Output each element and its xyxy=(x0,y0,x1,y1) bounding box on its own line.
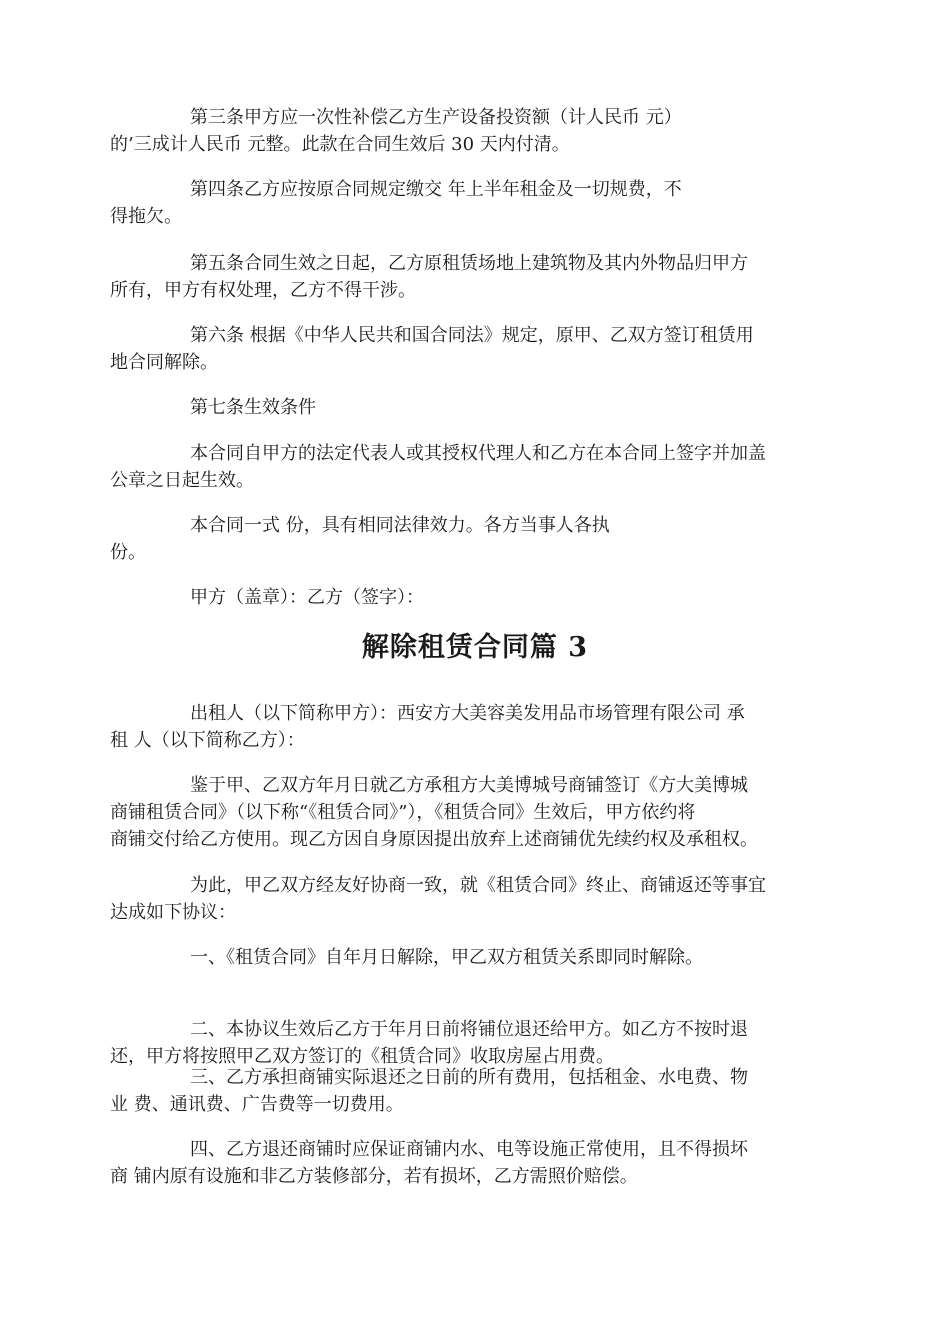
paragraph-line: 一、《租赁合同》自年月日解除，甲乙双方租赁关系即同时解除。 xyxy=(190,947,703,968)
paragraph-article-3 xyxy=(110,104,845,158)
paragraph-line: 租 人（以下简称乙方）： xyxy=(110,730,305,751)
paragraph-line: 商 铺内原有设施和非乙方装修部分，若有损坏，乙方需照价赔偿。 xyxy=(110,1166,638,1187)
paragraph-line: 三、乙方承担商铺实际退还之日前的所有费用，包括租金、水电费、物 xyxy=(190,1067,748,1088)
paragraph-line: 甲方（盖章）：乙方（签字）： xyxy=(190,587,424,608)
paragraph-line: 所有，甲方有权处理，乙方不得干涉。 xyxy=(110,280,416,301)
paragraph-item-4 xyxy=(110,1136,845,1190)
paragraph-line: 商铺交付给乙方使用。现乙方因自身原因提出放弃上述商铺优先续约权及承租权。 xyxy=(110,829,758,850)
paragraph-line: 二、本协议生效后乙方于年月日前将铺位退还给甲方。如乙方不按时退 xyxy=(190,1019,748,1040)
paragraph-line: 第四条乙方应按原合同规定缴交 年上半年租金及一切规费，不 xyxy=(190,179,682,200)
paragraph-line: 的’三成计人民币 元整。此款在合同生效后 30 天内付清。 xyxy=(110,134,570,155)
paragraph-line: 业 费、通讯费、广告费等一切费用。 xyxy=(110,1094,404,1115)
paragraph-line: 份。 xyxy=(110,542,146,563)
paragraph-line: 还，甲方将按照甲乙双方签订的《租赁合同》收取房屋占用费。 xyxy=(110,1046,614,1067)
paragraph-article-4 xyxy=(110,176,845,230)
paragraph-line: 第三条甲方应一次性补偿乙方生产设备投资额（计人民币 元） xyxy=(190,107,682,128)
paragraph-article-7 xyxy=(110,394,845,421)
paragraph-item-1 xyxy=(110,944,845,971)
paragraph-line: 第七条生效条件 xyxy=(190,397,316,418)
paragraph-parties xyxy=(110,700,845,754)
paragraph-recital xyxy=(110,772,845,853)
paragraph-line: 第六条 根据《中华人民共和国合同法》规定，原甲、乙双方签订租赁用 xyxy=(190,325,754,346)
paragraph-article-6 xyxy=(110,322,845,376)
paragraph-line: 鉴于甲、乙双方年月日就乙方承租方大美博城号商铺签订《方大美博城 xyxy=(190,775,748,796)
section-heading: 解除租赁合同篇 3 xyxy=(361,632,589,663)
paragraph-line: 得拖欠。 xyxy=(110,206,182,227)
paragraph-line: 第五条合同生效之日起，乙方原租赁场地上建筑物及其内外物品归甲方 xyxy=(190,253,748,274)
paragraph-effect-clause xyxy=(110,440,845,494)
paragraph-line: 公章之日起生效。 xyxy=(110,470,254,491)
paragraph-line: 地合同解除。 xyxy=(110,352,218,373)
paragraph-article-5 xyxy=(110,250,845,304)
paragraph-line: 四、乙方退还商铺时应保证商铺内水、电等设施正常使用，且不得损坏 xyxy=(190,1139,748,1160)
paragraph-copies-clause xyxy=(110,512,845,566)
paragraph-line: 本合同自甲方的法定代表人或其授权代理人和乙方在本合同上签字并加盖 xyxy=(190,443,766,464)
paragraph-line: 本合同一式 份，具有相同法律效力。各方当事人各执 xyxy=(190,515,610,536)
paragraph-line: 达成如下协议： xyxy=(110,902,236,923)
paragraph-line: 商铺租赁合同》（以下称“《租赁合同》”），《租赁合同》生效后，甲方依约将 xyxy=(110,802,696,823)
paragraph-signatures xyxy=(110,584,845,611)
paragraph-item-2 xyxy=(110,1016,845,1070)
paragraph-line: 为此，甲乙双方经友好协商一致，就《租赁合同》终止、商铺返还等事宜 xyxy=(190,875,766,896)
paragraph-line: 出租人（以下简称甲方）：西安方大美容美发用品市场管理有限公司 承 xyxy=(190,703,745,724)
paragraph-item-3 xyxy=(110,1064,845,1118)
paragraph-agreement-intro xyxy=(110,872,845,926)
